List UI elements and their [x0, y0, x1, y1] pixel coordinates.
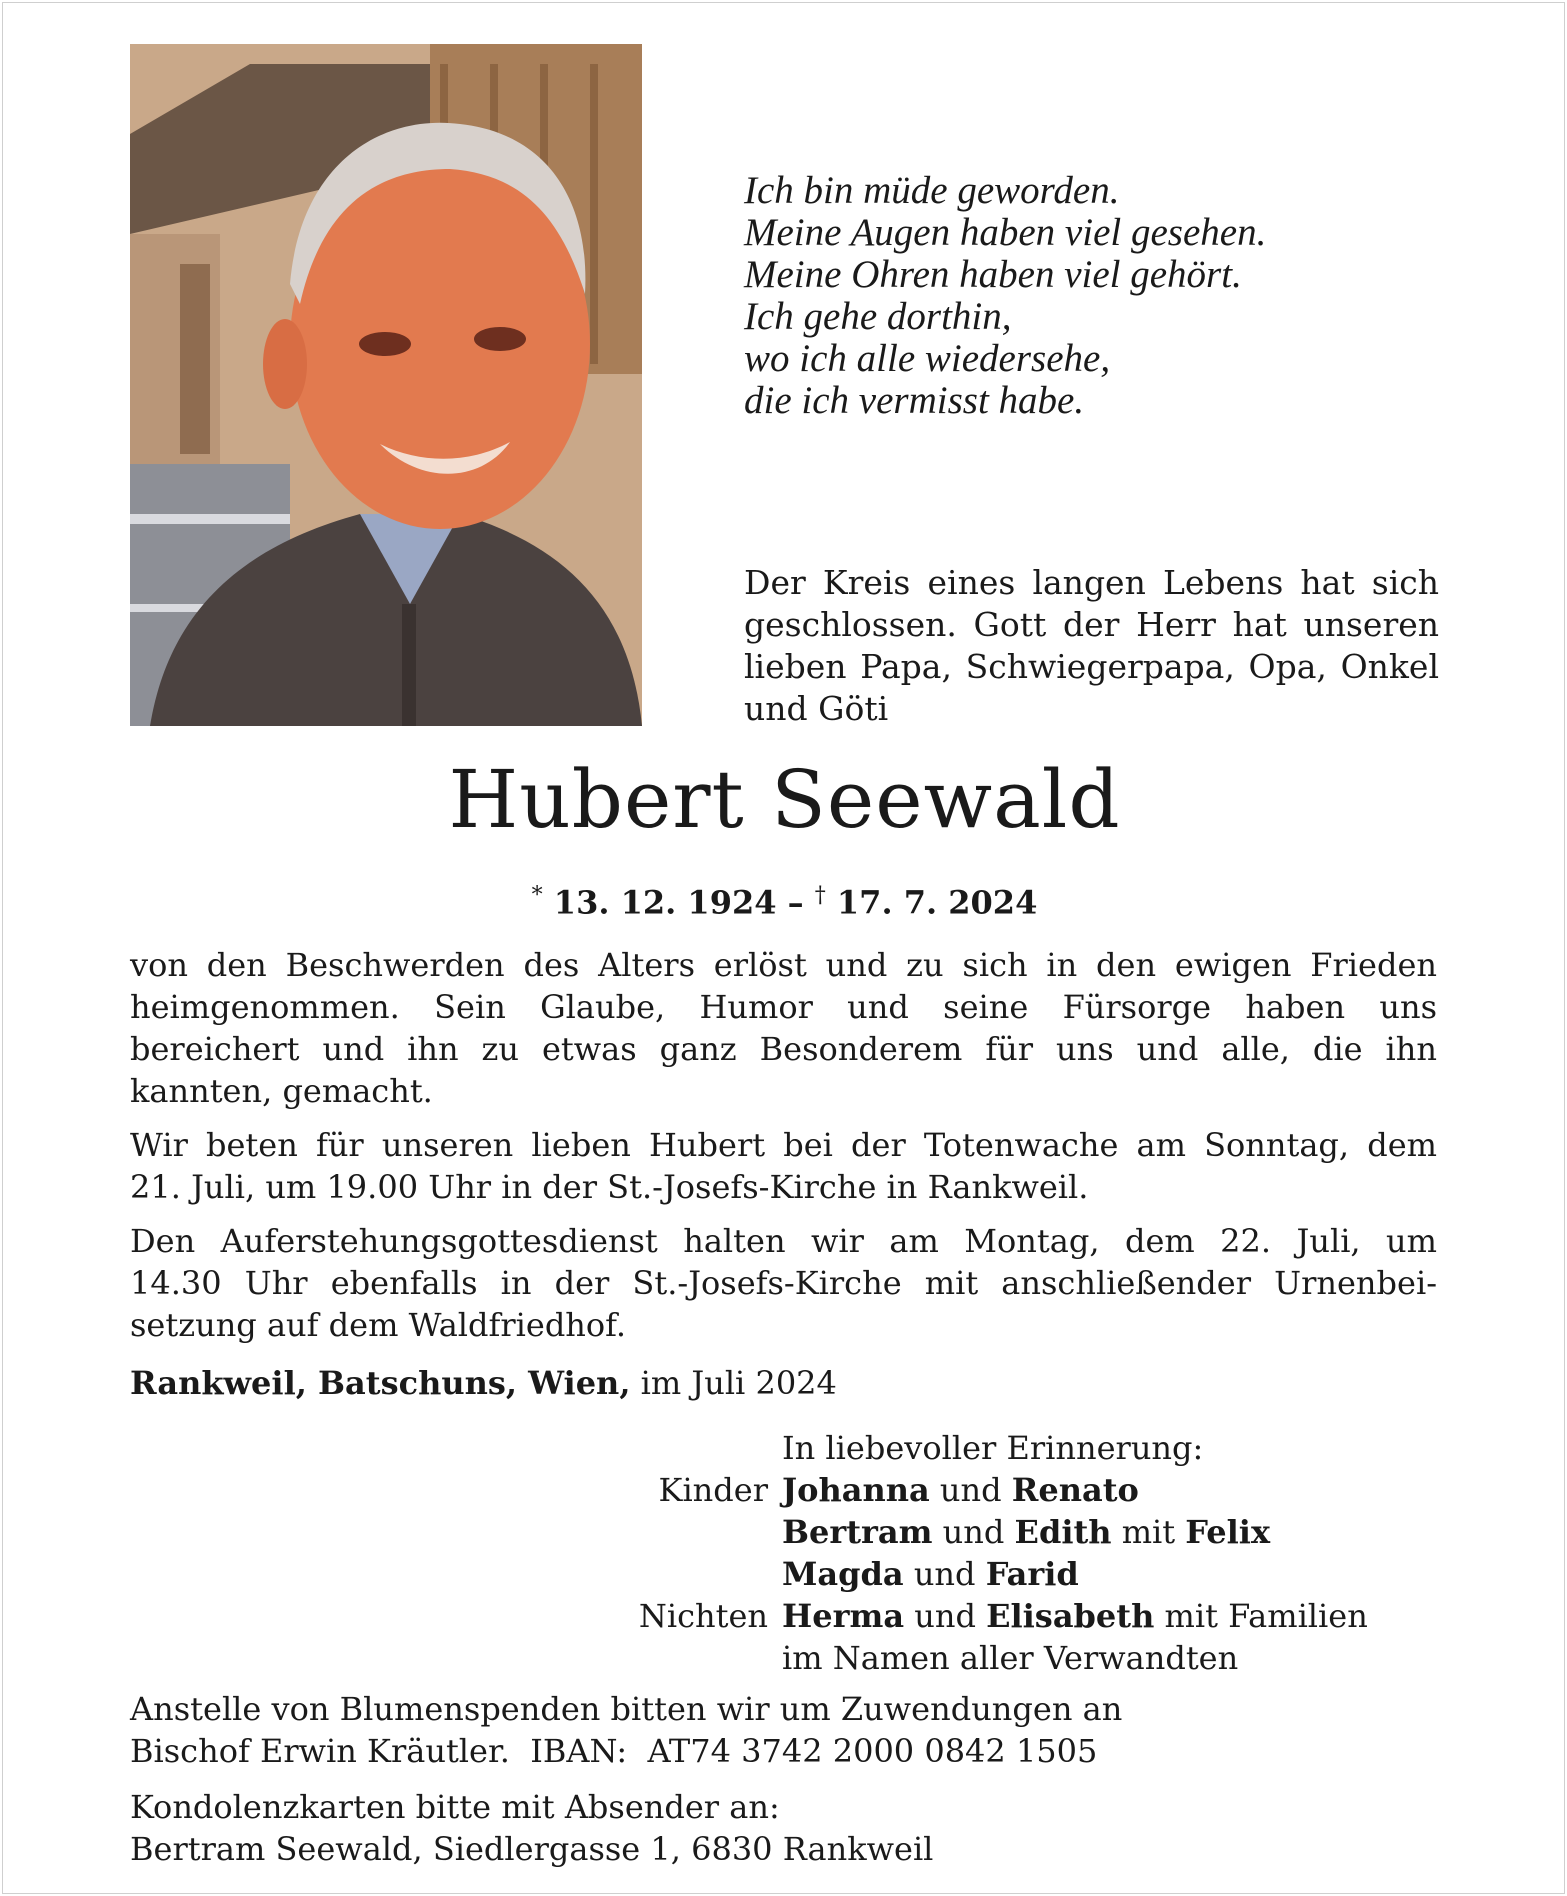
portrait-icon — [130, 44, 642, 726]
mourner-name: Edith — [1014, 1513, 1112, 1551]
poem-line: Ich gehe dorthin, — [744, 295, 1012, 338]
connector: mit — [1164, 1597, 1218, 1635]
body-line: 21. Juli, um 19.00 Uhr in der St.-Josefs-Kirche in Rankweil. — [130, 1168, 1089, 1206]
date-separator: – — [787, 883, 804, 922]
condolence-note — [130, 1786, 1437, 1870]
body-line: von den Beschwerden des Alters erlöst und zu sich in den ewigen Frieden — [130, 946, 1437, 984]
connector: mit — [1121, 1513, 1176, 1551]
place-names: Rankweil, Batschuns, Wien, — [130, 1364, 631, 1402]
condolence-line: Kondolenzkarten bitte mit Absender an: — [130, 1788, 780, 1826]
relatives-line: im Namen aller Verwandten — [782, 1639, 1239, 1677]
paragraph-release — [130, 944, 1437, 1112]
mourner-name: Elisabeth — [986, 1597, 1155, 1635]
life-dates — [130, 876, 1439, 923]
body-line: 14.30 Uhr ebenfalls in der St.-Josefs-Kirche mit anschließender Urnenbei- — [130, 1264, 1437, 1302]
body-line: setzung auf dem Waldfriedhof. — [130, 1306, 627, 1344]
donation-line: Anstelle von Blumenspenden bitten wir um Zuwendungen an — [130, 1690, 1123, 1728]
mourner-row — [130, 1511, 1437, 1553]
mourner-row — [130, 1553, 1437, 1595]
birth-symbol: * — [531, 883, 543, 908]
mourner-row — [130, 1595, 1437, 1637]
death-date: 17. 7. 2024 — [836, 883, 1038, 922]
mourner-name: Renato — [1011, 1471, 1139, 1509]
intro-line: und Göti — [744, 689, 889, 728]
portrait-photo — [130, 44, 642, 726]
mourners-header: In liebevoller Erinnerung: — [782, 1429, 1204, 1467]
poem-line: wo ich alle wiedersehe, — [744, 337, 1111, 380]
intro-line: lieben Papa, Schwiegerpapa, Opa, Onkel — [744, 647, 1439, 686]
connector: und — [913, 1555, 976, 1593]
body-line: heimgenommen. Sein Glaube, Humor und seine Fürsorge haben uns — [130, 988, 1437, 1026]
intro-line: geschlossen. Gott der Herr hat unseren — [744, 605, 1439, 644]
mourner-name: Farid — [985, 1555, 1079, 1593]
paragraph-service — [130, 1220, 1437, 1346]
paragraph-wake — [130, 1124, 1437, 1208]
mourner-name: Johanna — [782, 1471, 930, 1509]
date-text: im Juli 2024 — [640, 1364, 837, 1402]
condolence-line: Bertram Seewald, Siedlergasse 1, 6830 Rankweil — [130, 1830, 934, 1868]
donation-note — [130, 1688, 1437, 1772]
poem — [744, 170, 1464, 422]
intro-line: Der Kreis eines langen Lebens hat sich — [744, 563, 1439, 602]
death-symbol: † — [814, 883, 826, 908]
body-line: Den Auferstehungsgottesdienst halten wir am Montag, dem 22. Juli, um — [130, 1222, 1437, 1260]
connector: und — [939, 1471, 1002, 1509]
poem-line: Ich bin müde geworden. — [744, 169, 1120, 212]
poem-line: Meine Ohren haben viel gehört. — [744, 253, 1242, 296]
nichten-label: Nichten — [638, 1597, 768, 1635]
donation-line: Bischof Erwin Kräutler. IBAN: AT74 3742 2000 0842 1505 — [130, 1732, 1098, 1770]
body-line: kannten, gemacht. — [130, 1072, 433, 1110]
place-date — [130, 1362, 1437, 1404]
mourner-name: Bertram — [782, 1513, 933, 1551]
connector: und — [942, 1513, 1005, 1551]
connector: und — [914, 1597, 976, 1635]
mourner-suffix: Familien — [1228, 1597, 1368, 1635]
mourner-name: Herma — [782, 1597, 905, 1635]
poem-line: Meine Augen haben viel gesehen. — [744, 211, 1267, 254]
body-line: Wir beten für unseren lieben Hubert bei der Totenwache am Sonntag, dem — [130, 1126, 1437, 1164]
body-line: bereichert und ihn zu etwas ganz Besonderem für uns und alle, die ihn — [130, 1030, 1437, 1068]
kinder-label: Kinder — [658, 1471, 768, 1509]
birth-date: 13. 12. 1924 — [553, 883, 777, 922]
poem-line: die ich vermisst habe. — [744, 379, 1085, 422]
deceased-name: Hubert Seewald — [448, 753, 1121, 846]
mourners — [130, 1427, 1437, 1679]
intro-text — [744, 562, 1439, 730]
mourner-name: Magda — [782, 1555, 904, 1593]
mourner-name: Felix — [1185, 1513, 1271, 1551]
mourner-row — [130, 1469, 1437, 1511]
